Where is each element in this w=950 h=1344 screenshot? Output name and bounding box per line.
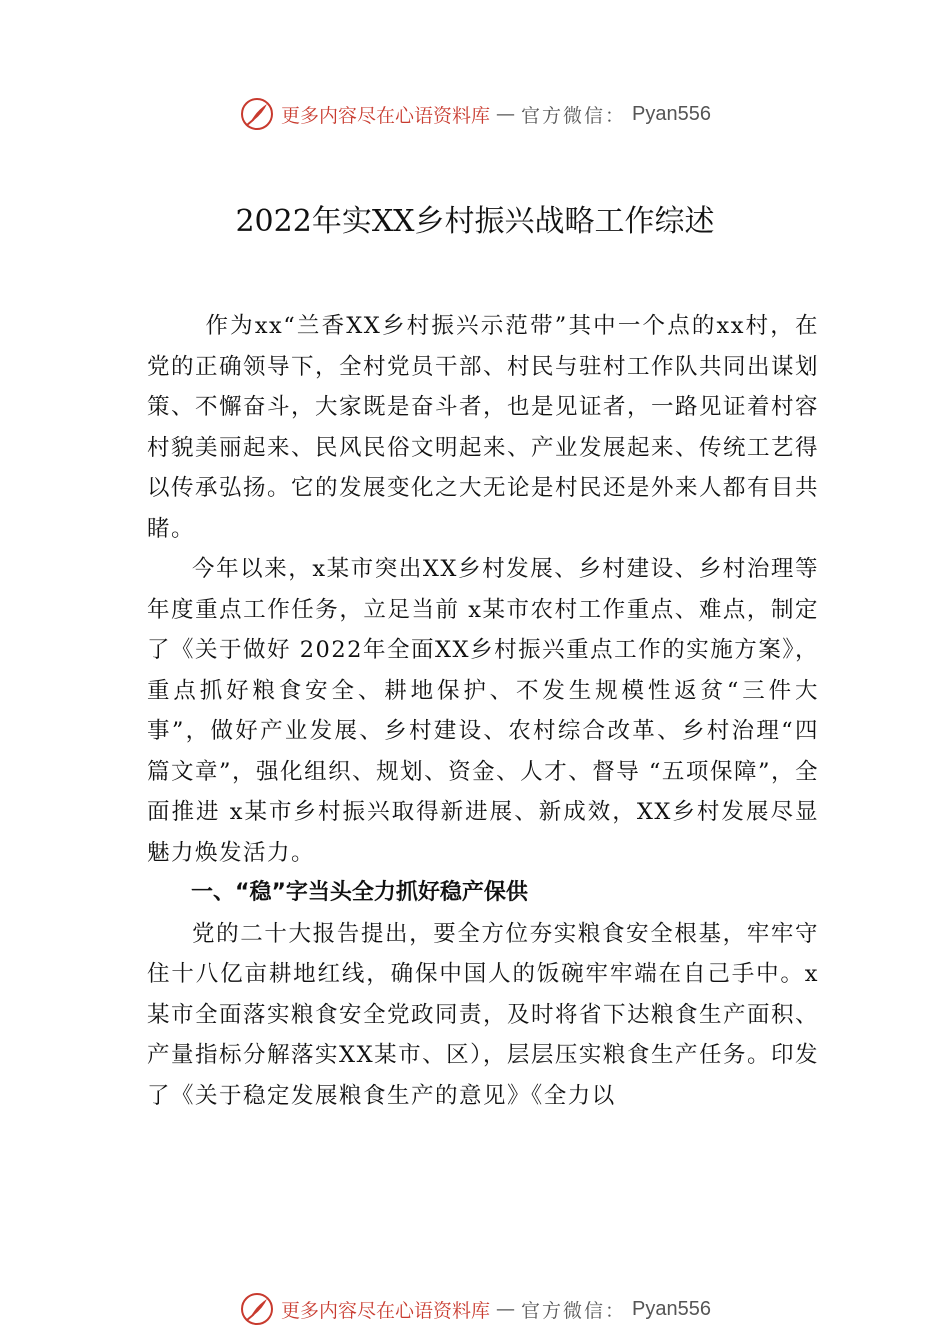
section-heading: 一、“稳”字当头全力抓好稳产保供 [191,880,528,905]
watermark-wechat-label: 官方微信： [521,1299,627,1322]
quill-logo-icon [239,96,275,132]
footer-watermark [0,1289,950,1329]
paragraph-1: 作为xx“兰香XX乡村振兴示范带”其中一个点的xx村，在党的正确领导下，全村党员干部、村民与驻村工作队共同出谋划策、不懈奋斗，大家既是奋斗者，也是见证者，一路见证着村容村貌美丽起来、民风民俗文明起来、产业发展起来、传统工艺得以传承弘扬。它的发展变化之大无论是村民还是外来人都有目共睹。 [147,313,820,542]
header-watermark [0,94,950,134]
watermark-wechat-id: Pyan556 [632,102,711,125]
paragraph-2: 今年以来，x某市突出XX乡村发展、乡村建设、乡村治理等年度重点工作任务，立足当前 x某市农村工作重点、难点，制定了《关于做好 2022年全面XX乡村振兴重点工作的实施方案》，重点抓好粮食安全、耕地保护、不发生规模性返贫“三件大事”，做好产业发展、乡村建设、农村综合改革、乡村治理“四篇文章”，强化组织、规划、资金、人才、督导 “五项保障”，全面推进 x某市乡村振兴取得新进展、新成效，XX乡村发展尽显魅力焕发活力。 [147,556,819,866]
watermark-wechat-id: Pyan556 [632,1297,711,1320]
watermark-separator: — [496,103,516,125]
quill-logo-icon [239,1291,275,1327]
paragraph-3: 党的二十大报告提出，要全方位夯实粮食安全根基，牢牢守住十八亿亩耕地红线，确保中国人的饭碗牢牢端在自己手中。x某市全面落实粮食安全党政同责，及时将省下达粮食生产面积、产量指标分解落实XX某市、区），层层压实粮食生产任务。印发了《关于稳定发展粮食生产的意见》《全力以 [147,920,820,1109]
watermark-text: 更多内容尽在心语资料库 [281,104,491,127]
document-body [147,306,819,1116]
watermark-separator: — [496,1298,516,1320]
document-title: 2022年实XX乡村振兴战略工作综述 [235,204,715,239]
watermark-text: 更多内容尽在心语资料库 [281,1299,491,1322]
watermark-wechat-label: 官方微信： [521,104,627,127]
